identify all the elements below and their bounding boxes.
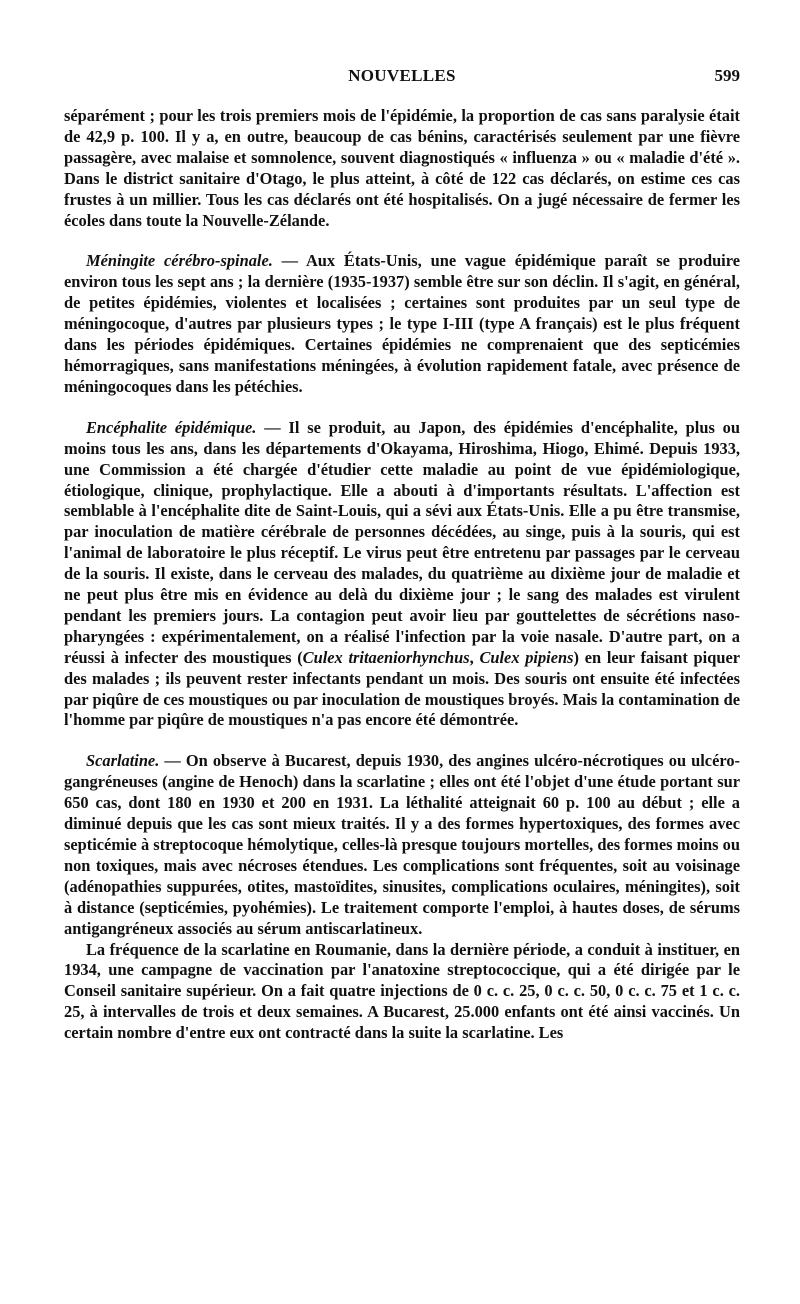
species-name: Culex tritaeniorhynchus (302, 647, 470, 667)
running-title: NOUVELLES (348, 66, 456, 85)
section-lead-scarlatine: Scarlatine. (86, 751, 160, 771)
section-lead-meningite: Méningite cérébro-spinale. (86, 251, 273, 271)
document-page (64, 66, 740, 1044)
paragraph-text: — On observe à Bucarest, depuis 1930, des angines ulcéro-nécrotiques ou ulcéro-gangréneuses (angine de Henoch) dans la scarlatine ; elles ont été l'objet d'une étude portant sur 650 cas, dont 180 en 1930 et 200 en 1931. La léthalité atteignait 60 p. 100 au début ; elle a diminué depuis que les cas sont mieux traités. Il y a des formes hypertoxiques, des formes avec septicémie à streptocoque hémolytique, celles-là presque toujours mortelles, des formes moins ou non toxiques, mais avec nécroses étendues. Les complications sont fréquentes, soit au voisinage (adénopathies suppurées, otites, mastoïdites, sinusites, complications oculaires, méningites), soit à distance (septicémies, pyohémies). Le traitement comporte l'emploi, à hautes doses, de sérums antigangréneux associés au sérum antiscarlatineux. (64, 751, 740, 938)
paragraph-text: séparément ; pour les trois premiers mois de l'épidémie, la proportion de cas sans paralysie était de 42,9 p. 100. Il y a, en outre, beaucoup de cas bénins, caractérisés seulement par une fièvre passagère, avec malaise et somnolence, souvent diagnostiqués « influenza » ou « maladie d'été ». Dans le district sanitaire d'Otago, le plus atteint, à côté de 122 cas déclarés, on estime ces cas frustes à un millier. Tous les cas déclarés ont été hospitalisés. On a jugé nécessaire de fermer les écoles dans toute la Nouvelle-Zélande. (64, 106, 740, 230)
paragraph-scarlatine (64, 751, 740, 939)
section-lead-encephalite: Encéphalite épidémique. (86, 417, 257, 437)
paragraph-text: La fréquence de la scarlatine en Roumanie, dans la dernière période, a conduit à instituer, en 1934, une campagne de vaccination par l'anatoxine streptococcique, qui a été dirigée par le Conseil sanitaire supérieur. On a fait quatre injections de 0 c. c. 25, 0 c. c. 50, 0 c. c. 75 et 1 c. c. 25, à intervalles de trois et deux semaines. A Bucarest, 25.000 enfants ont été ainsi vaccinés. Un certain nombre d'entre eux ont contracté dans la suite la scarlatine. Les (64, 939, 740, 1043)
paragraph-text: ) en leur faisant piquer des malades ; ils peuvent rester infectants pendant un mois. Des souris ont ensuite été infectées par piqûre de ces moustiques ou par inoculation de moustiques broyés. Mais la contamination de l'homme par piqûre de moustiques n'a pas encore été démontrée. (64, 647, 740, 730)
paragraph-scarlatine-vaccination (64, 940, 740, 1045)
species-separator: , (469, 647, 480, 667)
paragraph-meningite (64, 251, 740, 397)
paragraph-encephalite (64, 418, 740, 732)
page-number: 599 (714, 66, 740, 85)
species-name: Culex pipiens (479, 647, 574, 667)
paragraph-text: — Il se produit, au Japon, des épidémies d'encéphalite, plus ou moins tous les ans, dans les départements d'Okayama, Hiroshima, Hiogo, Ehimé. Depuis 1933, une Commission a été chargée d'étudier cette maladie au point de vue épidémiologique, étiologique, clinique, prophylactique. Elle a abouti à d'importants résultats. L'affection est semblable à l'encéphalite dite de Saint-Louis, qui a sévi aux États-Unis. Elle a pu être transmise, par inoculation de matière cérébrale de personnes décédées, au singe, puis à la souris, qui est l'animal de laboratoire le plus réceptif. Le virus peut être entretenu par passages par le cerveau de la souris. Il existe, dans le cerveau des malades, du quatrième au dixième jour de maladie et ne peut plus être mis en évidence au delà du dixième jour ; le sang des malades est virulent pendant les premiers jours. La contagion peut avoir lieu par gouttelettes de sécrétions naso-pharyngées : expérimentalement, on a réalisé l'infection par la voie nasale. D'autre part, on a réussi à infecter des moustiques ( (64, 417, 740, 667)
paragraph-text: — Aux États-Unis, une vague épidémique paraît se produire environ tous les sept ans ; la dernière (1935-1937) semble être sur son déclin. Il s'agit, en général, de petites épidémies, violentes et localisées ; certaines sont produites par un seul type de méningocoque, d'autres par plusieurs types ; le type I-III (type A français) est le plus fréquent dans les périodes épidémiques. Certaines épidémies ne comprenaient que des septicémies hémorragiques, sans manifestations méningées, à évolution rapidement fatale, avec présence de méningocoques dans les pétéchies. (64, 251, 740, 396)
running-head (64, 66, 740, 92)
article-body (64, 106, 740, 1044)
paragraph-poliomyelitis-continuation (64, 106, 740, 231)
